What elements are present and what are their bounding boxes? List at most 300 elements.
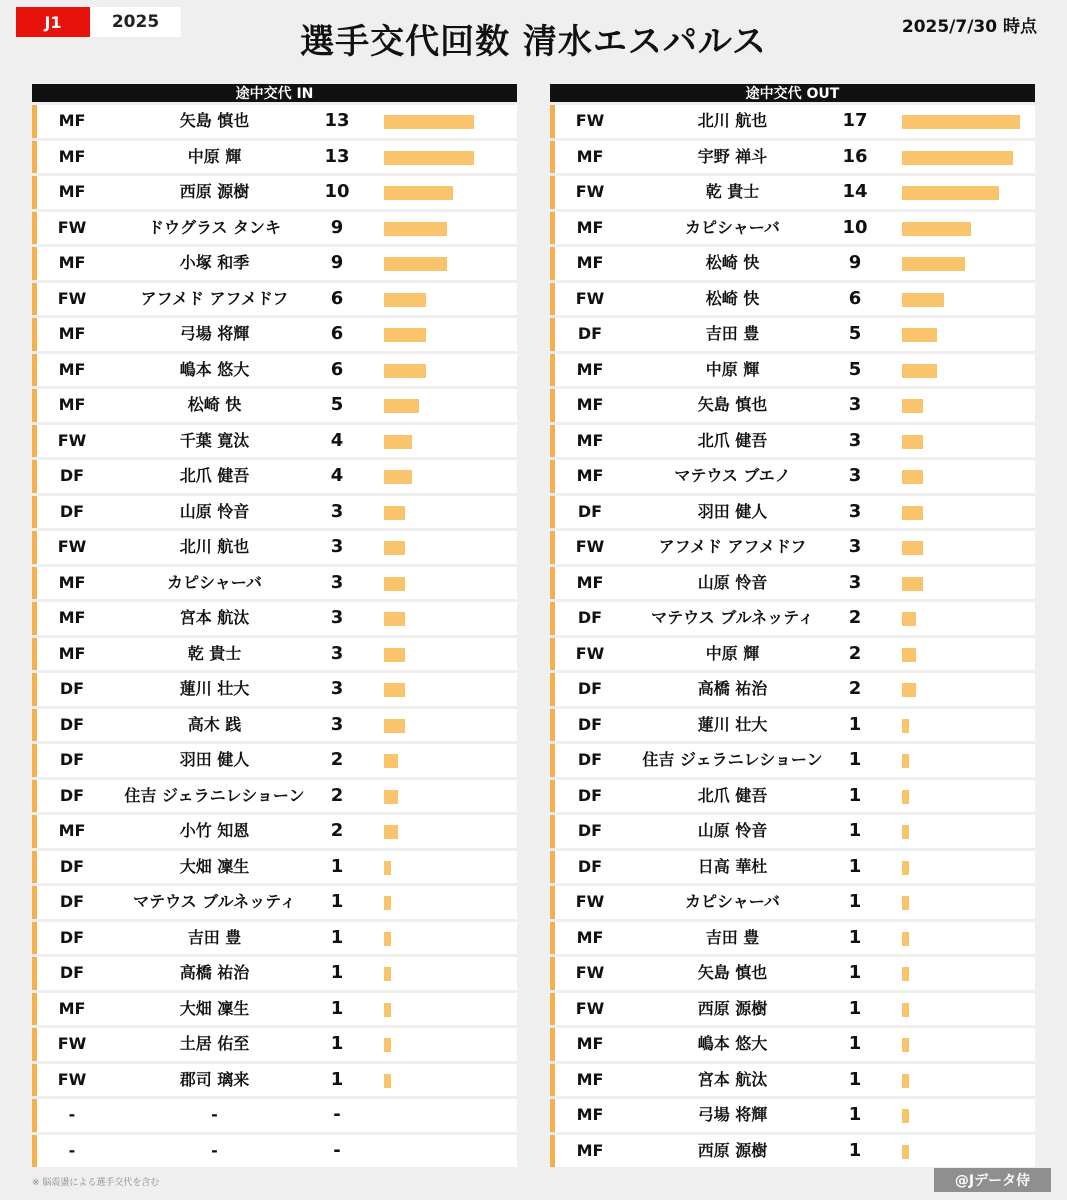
bar [902,896,909,910]
count-cell: 6 [330,358,344,380]
footnote: ※ 脳震盪による選手交代を含む [32,1178,160,1188]
position-cell: DF [577,608,603,627]
position-cell: MF [58,572,86,592]
bar [902,1145,909,1159]
bar [384,967,391,981]
count-cell: 3 [330,642,344,664]
bar [384,1074,391,1088]
page-title: 選手交代回数 清水エスパルス [300,22,767,62]
count-cell: 3 [330,536,344,557]
count-cell: 13 [324,110,350,131]
position-cell: MF [576,466,604,485]
player-name-cell: 住吉 ジェラニレショーン [642,750,823,769]
bar [384,896,391,910]
count-cell: 1 [330,891,344,912]
bar [902,861,909,875]
player-name-cell: 吉田 豊 [705,927,760,947]
table-row [550,318,1035,351]
count-cell: 1 [848,1068,862,1090]
table-row [550,283,1035,316]
player-name-cell: 日高 華杜 [697,856,768,876]
player-name-cell: 北川 航也 [179,537,250,556]
player-name-cell: 弓場 将輝 [697,1105,768,1124]
position-cell: MF [58,395,86,414]
player-name-cell: 矢島 慎也 [697,395,768,414]
player-name-cell: マテウス ブルネッティ [651,608,814,627]
year-badge: 2025 [90,7,181,37]
position-cell: DF [59,501,85,521]
count-cell: 3 [330,607,344,628]
player-name-cell: 西原 源樹 [697,1140,768,1160]
position-cell: DF [577,714,603,734]
table-row [32,957,517,990]
player-name-cell: 羽田 健人 [697,501,768,521]
bar [902,399,923,413]
position-cell: MF [58,111,86,130]
player-name-cell: カピシャーバ [167,572,262,592]
count-cell: 6 [330,323,344,344]
table-row [32,460,517,493]
player-name-cell: マテウス ブエノ [674,466,791,485]
table-row [32,815,517,848]
position-cell: FW [575,998,605,1018]
bar [384,186,453,200]
count-cell: 10 [842,216,868,238]
player-name-cell: 吉田 豊 [187,927,242,947]
bar [902,186,999,200]
table-row [32,1135,517,1168]
table-row [550,1064,1035,1097]
player-name-cell: 宇野 禅斗 [697,146,768,166]
table-row [550,567,1035,600]
player-name-cell: - [211,1140,218,1160]
position-cell: DF [59,927,85,947]
count-cell: 1 [330,855,344,877]
player-name-cell: 西原 源樹 [697,998,768,1018]
table-row [550,105,1035,138]
position-cell: MF [58,821,86,840]
table-row [550,247,1035,280]
bar [384,328,426,342]
bar [902,967,909,981]
player-name-cell: 千葉 寛汰 [179,430,250,450]
position-cell: DF [59,785,85,805]
player-name-cell: 宮本 航汰 [697,1069,768,1089]
count-cell: 1 [330,926,344,948]
position-cell: DF [577,679,603,698]
player-name-cell: 住吉 ジェラニレショーン [124,785,305,805]
bar [384,932,391,946]
sub-out-header: 途中交代 OUT [550,84,1035,102]
count-cell: 3 [848,571,862,593]
player-name-cell: カピシャーバ [685,217,780,237]
position-cell: - [68,1105,76,1124]
table-row [32,886,517,919]
bar [384,364,426,378]
table-row [32,354,517,387]
player-name-cell: ドウグラス タンキ [147,217,282,237]
position-cell: MF [58,324,86,343]
position-cell: MF [58,643,86,663]
count-cell: 3 [848,465,862,486]
table-row [550,673,1035,706]
player-name-cell: アフメド アフメドフ [140,288,289,308]
bar [384,435,412,449]
player-name-cell: 郡司 璃来 [179,1069,250,1089]
position-cell: DF [577,821,603,840]
position-cell: FW [57,537,87,556]
table-row [550,531,1035,564]
player-name-cell: 嶋本 悠大 [179,359,250,379]
player-name-cell: 矢島 慎也 [697,963,768,982]
count-cell: 2 [848,607,862,628]
player-name-cell: 高木 践 [187,714,242,734]
bar [384,648,405,662]
bar [902,1074,909,1088]
bar [902,435,923,449]
bar [384,825,398,839]
bar [902,612,916,626]
table-row [32,602,517,635]
position-cell: MF [576,1105,604,1124]
count-cell: 5 [848,323,862,344]
bar [384,399,419,413]
table-row [32,673,517,706]
count-cell: 9 [330,252,344,273]
table-row [550,1135,1035,1168]
player-name-cell: 山原 怜音 [697,821,768,840]
count-cell: 9 [330,216,344,238]
count-cell: 4 [330,429,344,451]
table-row [550,354,1035,387]
table-row [550,141,1035,174]
player-name-cell: 山原 怜音 [697,572,768,592]
table-row [550,602,1035,635]
table-row [550,176,1035,209]
bar [384,861,391,875]
table-row [550,922,1035,955]
count-cell: 9 [848,252,862,273]
table-row [550,425,1035,458]
bar [902,1038,909,1052]
position-cell: MF [576,1140,604,1160]
count-cell: 1 [848,713,862,735]
position-cell: FW [575,537,605,556]
count-cell: 16 [842,145,868,167]
table-row [32,851,517,884]
position-cell: MF [58,359,86,379]
table-row [32,389,517,422]
player-name-cell: 松崎 快 [187,395,242,414]
bar [902,754,909,768]
table-row [550,212,1035,245]
position-cell: MF [576,572,604,592]
player-name-cell: 高橋 祐治 [179,963,250,982]
player-name-cell: 吉田 豊 [705,324,760,343]
position-cell: DF [59,466,85,485]
player-name-cell: 乾 貴士 [187,643,242,663]
bar [384,257,447,271]
bar [902,257,965,271]
position-cell: DF [577,501,603,521]
position-cell: FW [57,217,87,237]
position-cell: DF [577,785,603,805]
bar [902,328,937,342]
count-cell: 5 [848,358,862,380]
table-row [32,1064,517,1097]
position-cell: MF [58,608,86,627]
position-cell: FW [57,288,87,308]
position-cell: DF [59,963,85,982]
table-row [550,460,1035,493]
position-cell: MF [58,998,86,1018]
position-cell: MF [576,395,604,414]
player-name-cell: 宮本 航汰 [179,608,250,627]
count-cell: 1 [848,997,862,1019]
count-cell: 1 [330,1033,344,1054]
table-row [32,496,517,529]
bar [384,683,405,697]
table-row [550,496,1035,529]
count-cell: 1 [330,997,344,1019]
player-name-cell: 高橋 祐治 [697,679,768,698]
bar [902,115,1020,129]
bar [902,222,971,236]
date-label: 2025/7/30 時点 [901,17,1037,37]
table-row [32,141,517,174]
bar [902,577,923,591]
bar [902,648,916,662]
count-cell: 3 [848,500,862,522]
table-row [32,176,517,209]
count-cell: - [333,1104,341,1125]
player-name-cell: 中原 輝 [187,146,242,166]
position-cell: MF [576,359,604,379]
count-cell: 3 [848,394,862,415]
player-name-cell: 西原 源樹 [179,182,250,201]
position-cell: DF [59,856,85,876]
count-cell: 2 [848,642,862,664]
bar [902,790,909,804]
bar [384,506,405,520]
count-cell: 1 [330,1068,344,1090]
table-row [32,780,517,813]
count-cell: 2 [330,820,344,841]
position-cell: FW [575,643,605,663]
credit-badge: @Jデータ侍 [934,1168,1051,1192]
count-cell: 3 [330,678,344,699]
table-row [32,567,517,600]
bar [384,1003,391,1017]
table-row [32,425,517,458]
count-cell: 1 [848,1139,862,1161]
table-row [32,1028,517,1061]
count-cell: 1 [848,1104,862,1125]
player-name-cell: 松崎 快 [705,288,760,308]
player-name-cell: 中原 輝 [705,643,760,663]
player-name-cell: 小竹 知恩 [179,821,250,840]
player-name-cell: 蓮川 壮大 [179,679,250,698]
position-cell: FW [575,963,605,982]
count-cell: 3 [848,536,862,557]
position-cell: MF [576,146,604,166]
bar [384,612,405,626]
bar [902,151,1013,165]
position-cell: FW [57,1034,87,1053]
bar [902,470,923,484]
position-cell: FW [575,111,605,130]
bar [384,1038,391,1052]
count-cell: 1 [848,1033,862,1054]
bar [902,683,916,697]
player-name-cell: 弓場 将輝 [179,324,250,343]
table-row [550,1028,1035,1061]
table-row [32,1099,517,1132]
bar [902,825,909,839]
bar [384,470,412,484]
player-name-cell: アフメド アフメドフ [658,537,807,556]
count-cell: 1 [848,891,862,912]
bar [384,754,398,768]
position-cell: DF [59,892,85,911]
count-cell: 3 [330,500,344,522]
bar [384,222,447,236]
player-name-cell: 蓮川 壮大 [697,714,768,734]
count-cell: 5 [330,394,344,415]
position-cell: MF [576,217,604,237]
table-row [32,247,517,280]
table-row [32,283,517,316]
position-cell: - [68,1140,76,1160]
position-cell: FW [575,288,605,308]
position-cell: MF [576,1034,604,1053]
count-cell: 1 [848,962,862,983]
position-cell: DF [577,750,603,769]
count-cell: 1 [848,855,862,877]
bar [384,293,426,307]
player-name-cell: 矢島 慎也 [179,111,250,130]
sub-out-chart [550,84,1035,1167]
player-name-cell: 北川 航也 [697,111,768,130]
count-cell: 1 [848,926,862,948]
position-cell: DF [59,714,85,734]
position-cell: DF [577,324,603,343]
table-row [32,993,517,1026]
player-name-cell: 山原 怜音 [179,501,250,521]
count-cell: 4 [330,465,344,486]
position-cell: MF [58,253,86,272]
player-name-cell: 羽田 健人 [179,750,250,769]
table-row [32,318,517,351]
count-cell: 1 [848,784,862,806]
player-name-cell: 土居 佑至 [179,1034,250,1053]
position-cell: FW [575,892,605,911]
table-row [550,1099,1035,1132]
bar [902,1109,909,1123]
bar [902,1003,909,1017]
count-cell: 3 [330,571,344,593]
sub-in-chart [32,84,517,1167]
table-row [550,886,1035,919]
count-cell: 3 [848,429,862,451]
bar [384,790,398,804]
table-row [550,993,1035,1026]
table-row [550,389,1035,422]
position-cell: DF [59,750,85,769]
player-name-cell: 大畑 凜生 [179,856,250,876]
count-cell: - [333,1139,341,1161]
count-cell: 1 [330,962,344,983]
count-cell: 3 [330,713,344,735]
table-row [550,780,1035,813]
bar [902,932,909,946]
position-cell: DF [577,856,603,876]
position-cell: FW [575,182,605,201]
count-cell: 1 [848,749,862,770]
bar [384,541,405,555]
bar [384,577,405,591]
bar [902,364,937,378]
player-name-cell: 北爪 健吾 [697,430,768,450]
count-cell: 10 [324,181,350,202]
count-cell: 6 [848,287,862,309]
position-cell: DF [59,679,85,698]
table-row [550,851,1035,884]
position-cell: FW [57,1069,87,1089]
position-cell: MF [576,1069,604,1089]
table-row [550,815,1035,848]
table-row [32,212,517,245]
league-badge: J1 [16,7,90,37]
table-row [550,957,1035,990]
bar [384,151,474,165]
player-name-cell: 小塚 和季 [179,253,250,272]
count-cell: 1 [848,820,862,841]
table-row [550,638,1035,671]
bar [384,719,405,733]
position-cell: FW [57,430,87,450]
count-cell: 17 [842,110,868,131]
count-cell: 14 [842,181,868,202]
position-cell: MF [576,253,604,272]
sub-in-rows [32,105,517,1167]
player-name-cell: マテウス ブルネッティ [133,892,296,911]
player-name-cell: 北爪 健吾 [697,785,768,805]
player-name-cell: 北爪 健吾 [179,466,250,485]
bar [902,506,923,520]
table-row [32,638,517,671]
table-row [32,744,517,777]
count-cell: 6 [330,287,344,309]
table-row [550,744,1035,777]
player-name-cell: 乾 貴士 [705,182,760,201]
count-cell: 13 [324,145,350,167]
player-name-cell: 嶋本 悠大 [697,1034,768,1053]
bar [384,115,474,129]
table-row [550,709,1035,742]
player-name-cell: 大畑 凜生 [179,998,250,1018]
position-cell: MF [576,430,604,450]
count-cell: 2 [848,678,862,699]
player-name-cell: - [211,1105,218,1124]
position-cell: MF [58,182,86,201]
table-row [32,531,517,564]
count-cell: 2 [330,784,344,806]
bar [902,293,944,307]
table-row [32,105,517,138]
player-name-cell: 松崎 快 [705,253,760,272]
bar [902,541,923,555]
